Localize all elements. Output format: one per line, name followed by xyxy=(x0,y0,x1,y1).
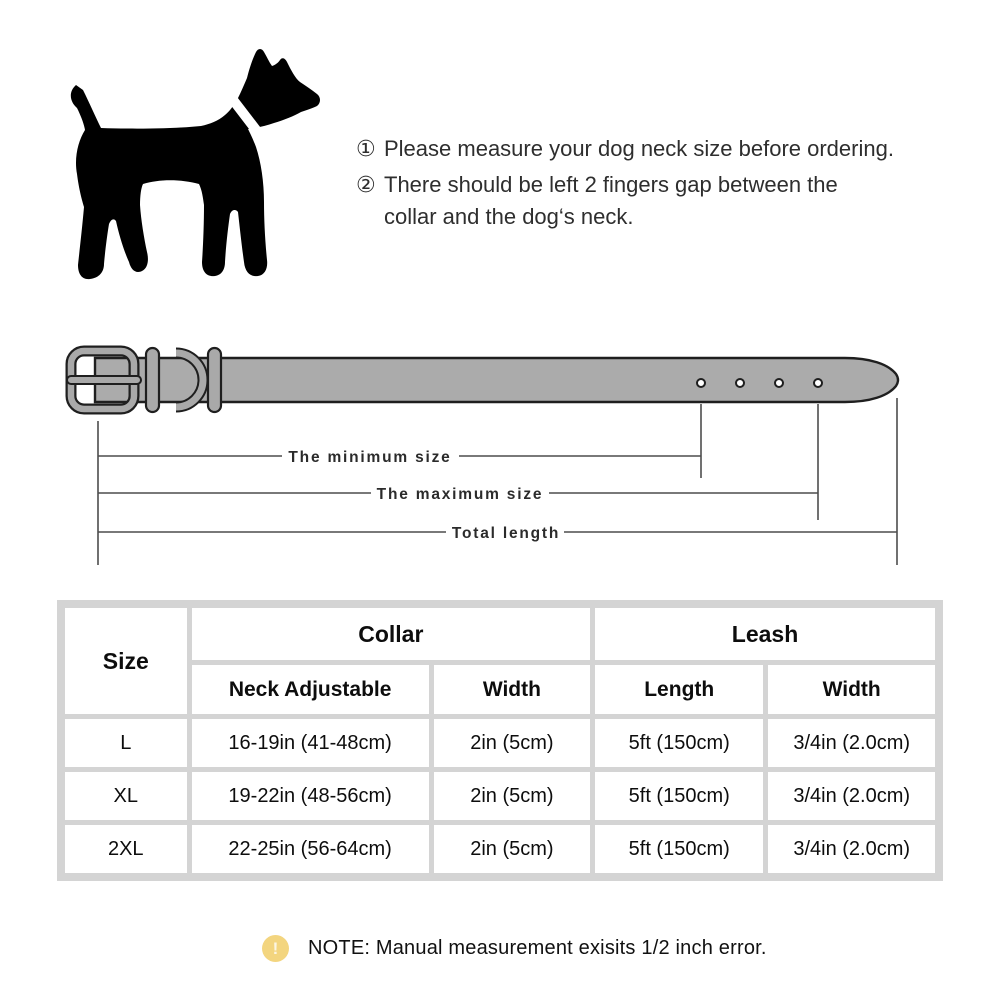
circled-2-icon: ② xyxy=(356,172,376,197)
cell-neck: 16-19in (41-48cm) xyxy=(192,719,429,767)
note-text: NOTE: Manual measurement exisits 1/2 inch error. xyxy=(308,937,767,959)
exclamation-icon: ! xyxy=(262,935,289,962)
cell-leash-length: 5ft (150cm) xyxy=(595,719,763,767)
instruction-1-text: Please measure your dog neck size before ordering. xyxy=(384,136,894,161)
cell-leash-width: 3/4in (2.0cm) xyxy=(768,825,935,873)
cell-leash-width: 3/4in (2.0cm) xyxy=(768,772,935,820)
header-collar-width: Width xyxy=(434,665,590,714)
cell-neck: 22-25in (56-64cm) xyxy=(192,825,429,873)
cell-size: XL xyxy=(65,772,187,820)
table-row-xl xyxy=(65,772,935,820)
collar-keeper-loop-2 xyxy=(208,348,221,412)
cell-leash-width: 3/4in (2.0cm) xyxy=(768,719,935,767)
size-chart xyxy=(57,600,943,881)
cell-leash-length: 5ft (150cm) xyxy=(595,772,763,820)
instruction-2-text-line1: There should be left 2 fingers gap between the xyxy=(384,172,838,197)
collar-keeper-loop-1 xyxy=(146,348,159,412)
size-chart-table xyxy=(60,603,940,878)
instruction-2-text-line2: collar and the dog‘s neck. xyxy=(384,204,634,229)
cell-collar-width: 2in (5cm) xyxy=(434,772,590,820)
header-leash-group: Leash xyxy=(595,608,935,660)
minimum-size-label: The minimum size xyxy=(288,449,452,466)
cell-size: 2XL xyxy=(65,825,187,873)
header-leash-length: Length xyxy=(595,665,763,714)
maximum-size-label: The maximum size xyxy=(376,486,544,503)
header-size: Size xyxy=(65,608,187,714)
header-leash-width: Width xyxy=(768,665,935,714)
collar-buckle-prong xyxy=(67,376,141,384)
total-length-label: Total length xyxy=(451,525,561,542)
table-row-l xyxy=(65,719,935,767)
header-collar-group: Collar xyxy=(192,608,591,660)
cell-collar-width: 2in (5cm) xyxy=(434,719,590,767)
cell-leash-length: 5ft (150cm) xyxy=(595,825,763,873)
cell-collar-width: 2in (5cm) xyxy=(434,825,590,873)
measurement-note xyxy=(262,935,767,962)
table-row-2xl xyxy=(65,825,935,873)
cell-size: L xyxy=(65,719,187,767)
header-neck-adjustable: Neck Adjustable xyxy=(192,665,429,714)
cell-neck: 19-22in (48-56cm) xyxy=(192,772,429,820)
circled-1-icon: ① xyxy=(356,136,376,161)
